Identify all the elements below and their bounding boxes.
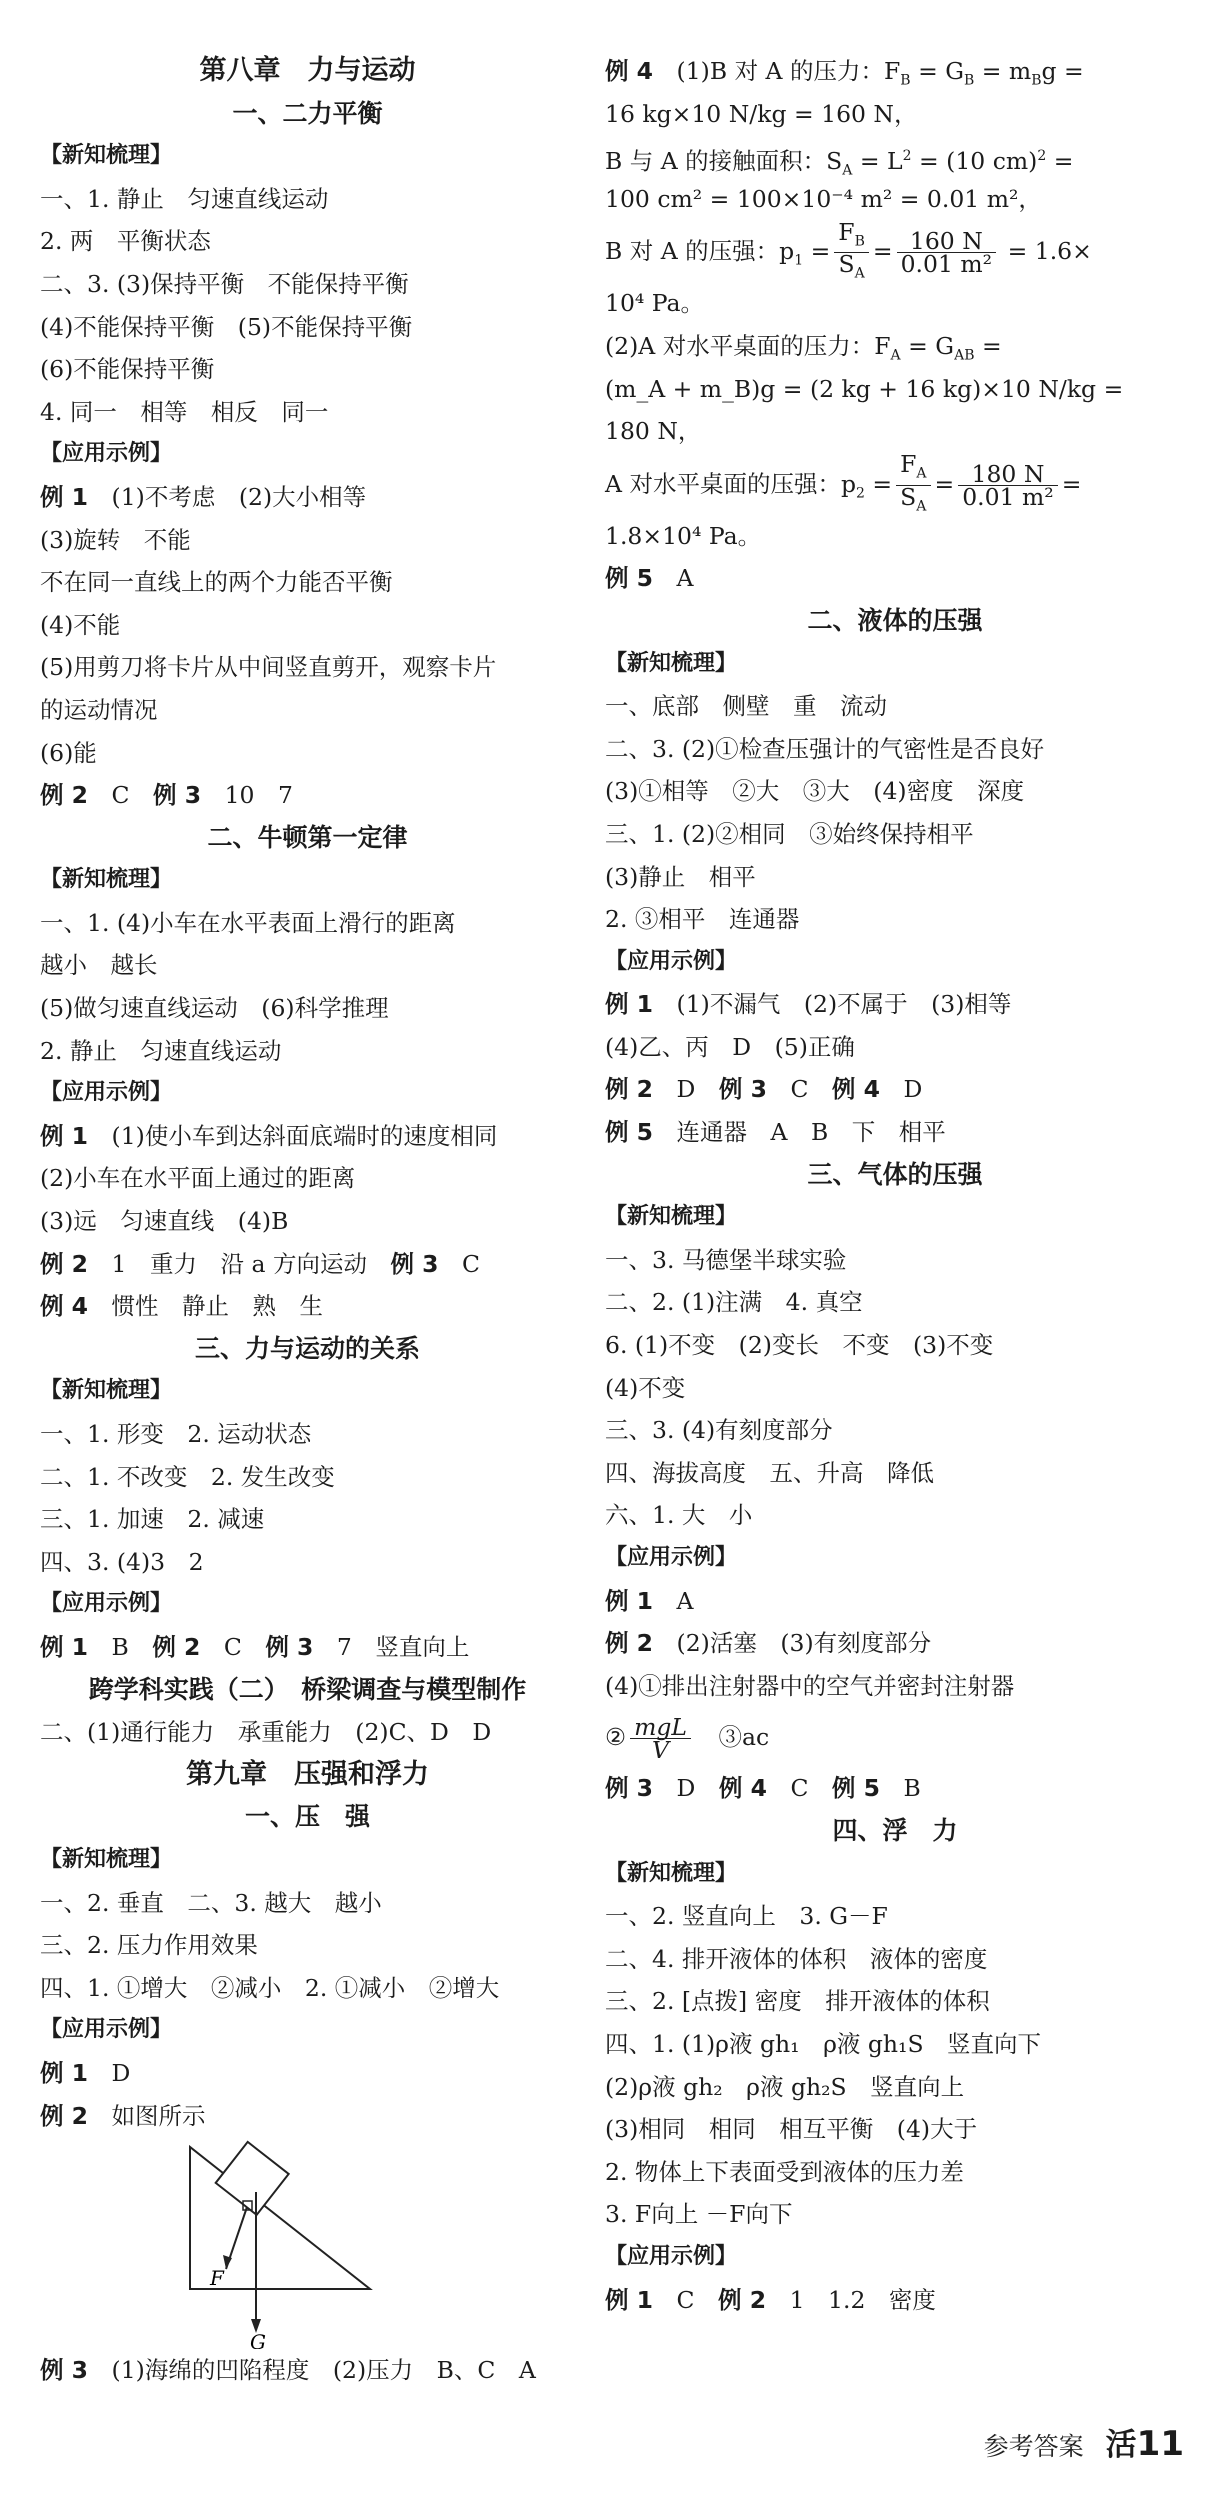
example-label: 例 1 — [605, 1586, 677, 1615]
answer-line: (3)静止 相平 — [605, 862, 756, 891]
fraction-denominator: 0.01 m² — [900, 250, 993, 279]
example-line — [605, 983, 1185, 1026]
example-line — [605, 1767, 1185, 1810]
subsection-tag: 【新知梳理】 — [40, 1846, 173, 1872]
answer-line: 一、1. 形变 2. 运动状态 — [40, 1420, 312, 1448]
section-title: 三、气体的压强 — [807, 1159, 983, 1189]
subsection-tag: 【新知梳理】 — [605, 650, 738, 676]
answer-line: (3)相同 相同 相互平衡 (4)大于 — [605, 2115, 978, 2144]
example-answer: 7 竖直向上 — [336, 1632, 470, 1661]
right-column — [605, 50, 1185, 2321]
answer-line: (5)用剪刀将卡片从中间竖直剪开，观察卡片 — [40, 653, 497, 682]
answer-line: (4)不能保持平衡 (5)不能保持平衡 — [40, 312, 413, 341]
answer-line: 一、3. 马德堡半球实验 — [605, 1245, 847, 1274]
answer-line: (5)做匀速直线运动 (6)科学推理 — [40, 994, 389, 1023]
answer-line: 二、1. 不改变 2. 发生改变 — [40, 1462, 335, 1491]
answer-line: (3)旋转 不能 — [40, 525, 191, 554]
book-series-mark: 活 — [1105, 2427, 1137, 2463]
subsection-tag: 【应用示例】 — [605, 948, 738, 974]
answer-line: 四、海拔高度 五、升高 降低 — [605, 1458, 934, 1487]
page-footer — [984, 2419, 1184, 2464]
answer-line: 一、2. 垂直 二、3. 越大 越小 — [40, 1888, 382, 1917]
example-label: 例 3 — [40, 2356, 112, 2385]
answer-line: (3)①相等 ②大 ③大 (4)密度 深度 — [605, 777, 1025, 806]
example-answer: (1)使小车到达斜面底端时的速度相同 — [111, 1121, 498, 1150]
answer-line: 不在同一直线上的两个力能否平衡 — [40, 568, 393, 597]
subscript: B — [854, 233, 865, 250]
label-g: G — [250, 2330, 266, 2350]
example-label: 例 4 — [831, 1075, 904, 1104]
example-label: 例 2 — [40, 2101, 112, 2130]
fraction-denominator: $S_A$ — [900, 482, 927, 515]
solution-line: (m_A + m_B)g = (2 kg + 16 kg)×10 N/kg = — [605, 374, 1124, 403]
chapter-title: 第九章 压强和浮力 — [186, 1758, 429, 1790]
superscript: 2 — [1037, 148, 1047, 165]
subscript: A — [916, 465, 927, 482]
subsection-tag: 【应用示例】 — [40, 1080, 173, 1106]
solution-fraction-line: B 对 A 的压强：$p_1$ = $\frac{F_B}{S_A}$ = $\frac{160 N}{\text{0.01 m²}}$ = 1.6× — [605, 220, 1185, 282]
example-label: 例 4 — [718, 1774, 791, 1803]
subsection-tag: 【新知梳理】 — [40, 1378, 173, 1404]
answer-line: 六、1. 大 小 — [605, 1501, 753, 1530]
fraction-numerator: 160 N — [897, 230, 997, 253]
example-answer: C — [790, 1774, 832, 1803]
answer-line: 三、1. 加速 2. 减速 — [40, 1505, 265, 1534]
section-title: 三、力与运动的关系 — [194, 1333, 420, 1363]
fraction-denominator: $S_A$ — [838, 250, 865, 283]
answer-line: (4)乙、丙 D (5)正确 — [605, 1032, 855, 1061]
example-answer: 连通器 A B 下 相平 — [676, 1118, 946, 1147]
example-answer: C — [223, 1632, 266, 1661]
example-answer: (2)活塞 (3)有刻度部分 — [676, 1629, 932, 1658]
answer-line: 四、1. ①增大 ②减小 2. ①减小 ②增大 — [40, 1973, 500, 2002]
example-label: 例 1 — [40, 482, 112, 511]
answer-line: (4)不能 — [40, 610, 121, 639]
example-label: 例 1 — [40, 1632, 112, 1661]
answer-line: (6)能 — [40, 738, 97, 767]
example-line — [40, 2052, 575, 2095]
subscript: A — [890, 347, 901, 364]
example-line — [605, 1068, 1185, 1111]
solution-line: 10⁴ Pa。 — [605, 289, 705, 318]
example-line — [605, 1622, 1185, 1665]
answer-line: 三、2. [点拨] 密度 排开液体的体积 — [605, 1987, 990, 2016]
answer-line: 6. (1)不变 (2)变长 不变 (3)不变 — [605, 1331, 994, 1360]
example-answer: 1 重力 沿 a 方向运动 — [111, 1249, 391, 1278]
example-label: 例 4 — [605, 57, 677, 85]
fraction-numerator: $F_A$ — [896, 453, 930, 486]
subsection-tag: 【新知梳理】 — [605, 1204, 738, 1230]
section-title: 跨学科实践（二） 桥梁调查与模型制作 — [88, 1674, 527, 1704]
answer-line: 的运动情况 — [40, 695, 158, 724]
example-label: 例 5 — [831, 1774, 904, 1803]
fraction-denominator: 0.01 m² — [962, 482, 1054, 511]
example-label: 例 5 — [605, 1118, 677, 1147]
incline-force-diagram — [40, 2137, 575, 2349]
subscript: B — [1031, 72, 1042, 89]
example-label: 例 2 — [152, 1632, 224, 1661]
answer-line: 三、3. (4)有刻度部分 — [605, 1416, 833, 1445]
solution-line: 100 cm² = 100×10⁻⁴ m² = 0.01 m²， — [605, 184, 1042, 213]
subscript: B — [900, 72, 911, 89]
subscript: B — [964, 72, 975, 89]
section-title: 一、压 强 — [244, 1802, 370, 1832]
incline-diagram-svg — [180, 2137, 380, 2349]
answer-line: 二、2. (1)注满 4. 真空 — [605, 1288, 863, 1317]
answer-line: (4)①排出注射器中的空气并密封注射器 — [605, 1671, 1015, 1700]
example-answer: B — [903, 1774, 921, 1803]
subsection-tag: 【应用示例】 — [605, 2243, 738, 2269]
example-label: 例 3 — [153, 781, 225, 810]
answer-line: 四、1. (1)ρ液 gh₁ ρ液 gh₁S 竖直向下 — [605, 2029, 1042, 2058]
answer-line: 2. 静止 匀速直线运动 — [40, 1036, 282, 1065]
solution-fraction-line: A 对水平桌面的压强：$p_2$ = $\frac{F_A}{S_A}$ = $\frac{180 N}{\text{0.01 m²}}$ = — [605, 453, 1185, 515]
answer-line: (6)不能保持平衡 — [40, 355, 215, 384]
example-answer: C — [462, 1249, 480, 1278]
answer-line: 三、2. 压力作用效果 — [40, 1931, 258, 1960]
example-answer: A — [676, 1586, 694, 1615]
fraction-numerator: 180 N — [958, 463, 1058, 486]
example-label: 例 5 — [605, 564, 677, 593]
example-answer: (1)不考虑 (2)大小相等 — [111, 482, 367, 511]
example-line — [40, 1626, 575, 1669]
answer-line: 2. 物体上下表面受到液体的压力差 — [605, 2157, 964, 2186]
answer-line: 3. F向上 －F向下 — [605, 2200, 793, 2229]
example-label: 例 4 — [40, 1292, 112, 1321]
left-column — [40, 50, 575, 2392]
fraction — [896, 450, 930, 517]
answer-line: 二、4. 排开液体的体积 液体的密度 — [605, 1944, 988, 1973]
solution-line: 180 N， — [605, 417, 702, 446]
subscript: 2 — [855, 485, 865, 502]
subscript: A — [916, 498, 927, 515]
example-label: 例 3 — [718, 1075, 791, 1104]
example-line — [40, 1243, 575, 1286]
answer-line: (4)不变 — [605, 1373, 686, 1402]
solution-line: B 与 A 的接触面积：$S_A = L^2 = (10$ cm)$^2$ = — [605, 147, 1074, 179]
reference-answers-label: 参考答案 — [983, 2432, 1084, 2461]
example-answer: B — [111, 1632, 153, 1661]
label-f: F — [210, 2266, 224, 2291]
subsection-tag: 【新知梳理】 — [40, 143, 173, 169]
fraction-numerator: mgL — [630, 1716, 691, 1739]
solution-line: 16 kg×10 N/kg = 160 N， — [605, 99, 918, 128]
fraction — [897, 227, 997, 279]
example-line — [40, 476, 575, 519]
subsection-tag: 【应用示例】 — [40, 1591, 173, 1617]
answer-line: 二、3. (3)保持平衡 不能保持平衡 — [40, 269, 409, 298]
answer-line: 二、3. (2)①检查压强计的气密性是否良好 — [605, 734, 1045, 763]
answer-line: 越小 越长 — [40, 951, 158, 980]
example-label: 例 3 — [390, 1249, 462, 1278]
example-answer: (1)海绵的凹陷程度 (2)压力 B、C A — [111, 2356, 536, 2385]
example-4-line: 例 4 (1)B 对 A 的压力：$F_B = G_B = m_Bg$ = — [605, 57, 1084, 89]
answer-line: 一、2. 竖直向上 3. G－F — [605, 1902, 888, 1931]
example-label: 例 3 — [605, 1774, 677, 1803]
example-answer: D — [676, 1075, 719, 1104]
answer-line: (2)ρ液 gh₂ ρ液 gh₂S 竖直向上 — [605, 2072, 965, 2101]
example-answer: A — [676, 564, 694, 593]
answer-line: (3)远 匀速直线 (4)B — [40, 1207, 289, 1236]
example-label: 例 1 — [605, 990, 677, 1019]
example-line — [605, 557, 1185, 600]
example-answer: C — [676, 2285, 719, 2314]
answer-line: (2)小车在水平面上通过的距离 — [40, 1164, 356, 1193]
section-title: 二、牛顿第一定律 — [207, 822, 408, 852]
example-answer: 如图所示 — [111, 2101, 206, 2130]
fraction — [630, 1713, 691, 1765]
example-answer: C — [111, 781, 154, 810]
example-label: 例 1 — [605, 2285, 677, 2314]
chapter-title: 第八章 力与运动 — [199, 55, 416, 86]
answer-line: 一、1. 静止 匀速直线运动 — [40, 184, 329, 213]
section-title: 四、浮 力 — [832, 1815, 958, 1845]
example-line — [605, 1111, 1185, 1154]
fraction — [834, 217, 869, 285]
example-label: 例 2 — [718, 2285, 790, 2314]
answer-line: 一、1. (4)小车在水平表面上滑行的距离 — [40, 908, 456, 937]
solution-line: 1.8×10⁴ Pa。 — [605, 521, 762, 550]
fraction — [958, 459, 1058, 511]
example-line — [40, 1115, 575, 1158]
answer-line: 2. 两 平衡状态 — [40, 227, 211, 256]
example-line — [605, 1580, 1185, 1623]
example-label: 例 2 — [605, 1629, 677, 1658]
answer-line: 4. 同一 相等 相反 同一 — [40, 397, 329, 426]
subscript: A — [854, 266, 865, 283]
example-answer: (1)不漏气 (2)不属于 (3)相等 — [676, 990, 1012, 1019]
subsection-tag: 【应用示例】 — [40, 2017, 173, 2043]
formula-line: ② $\frac{\text{mgL}}{V}$ ③ac — [605, 1713, 770, 1765]
subsection-tag: 【新知梳理】 — [40, 867, 173, 893]
example-line — [40, 2095, 575, 2138]
example-line — [40, 1285, 575, 1328]
example-line — [40, 774, 575, 817]
answer-line: 四、3. (4)3 2 — [40, 1547, 204, 1576]
example-label: 例 2 — [605, 1075, 677, 1104]
superscript: 2 — [902, 148, 912, 165]
fraction-denominator: V — [652, 1736, 670, 1765]
answer-line: 2. ③相平 连通器 — [605, 905, 800, 934]
example-answer: D — [111, 2058, 131, 2087]
example-answer: D — [903, 1075, 923, 1104]
answer-line: 三、1. (2)②相同 ③始终保持相平 — [605, 819, 974, 848]
page-number: 11 — [1136, 2424, 1184, 2464]
answer-line: 二、(1)通行能力 承重能力 (2)C、D D — [40, 1718, 492, 1747]
example-line — [40, 2349, 575, 2392]
example-label: 例 1 — [40, 1121, 112, 1150]
example-answer: 1 1.2 密度 — [789, 2285, 936, 2314]
subscript: AB — [954, 347, 975, 364]
example-label: 例 2 — [40, 781, 112, 810]
example-answer: D — [676, 1774, 719, 1803]
fraction-numerator: $F_B$ — [834, 221, 869, 254]
example-label: 例 3 — [265, 1632, 337, 1661]
section-title: 二、液体的压强 — [807, 605, 983, 635]
solution-line: (2)A 对水平桌面的压力：$F_A = G_{AB}$ = — [605, 331, 1002, 364]
subscript: A — [842, 162, 853, 179]
example-label: 例 1 — [40, 2058, 112, 2087]
example-answer: C — [790, 1075, 832, 1104]
example-answer: 惯性 静止 熟 生 — [111, 1292, 324, 1321]
example-label: 例 2 — [40, 1249, 112, 1278]
subsection-tag: 【应用示例】 — [605, 1545, 738, 1570]
answer-line: 一、底部 侧壁 重 流动 — [605, 692, 887, 721]
subscript: 1 — [794, 253, 804, 270]
section-title: 一、二力平衡 — [232, 98, 383, 128]
subsection-tag: 【应用示例】 — [40, 441, 173, 467]
example-answer: 10 7 — [224, 781, 293, 810]
subsection-tag: 【新知梳理】 — [605, 1860, 738, 1886]
example-line — [605, 2279, 1185, 2322]
